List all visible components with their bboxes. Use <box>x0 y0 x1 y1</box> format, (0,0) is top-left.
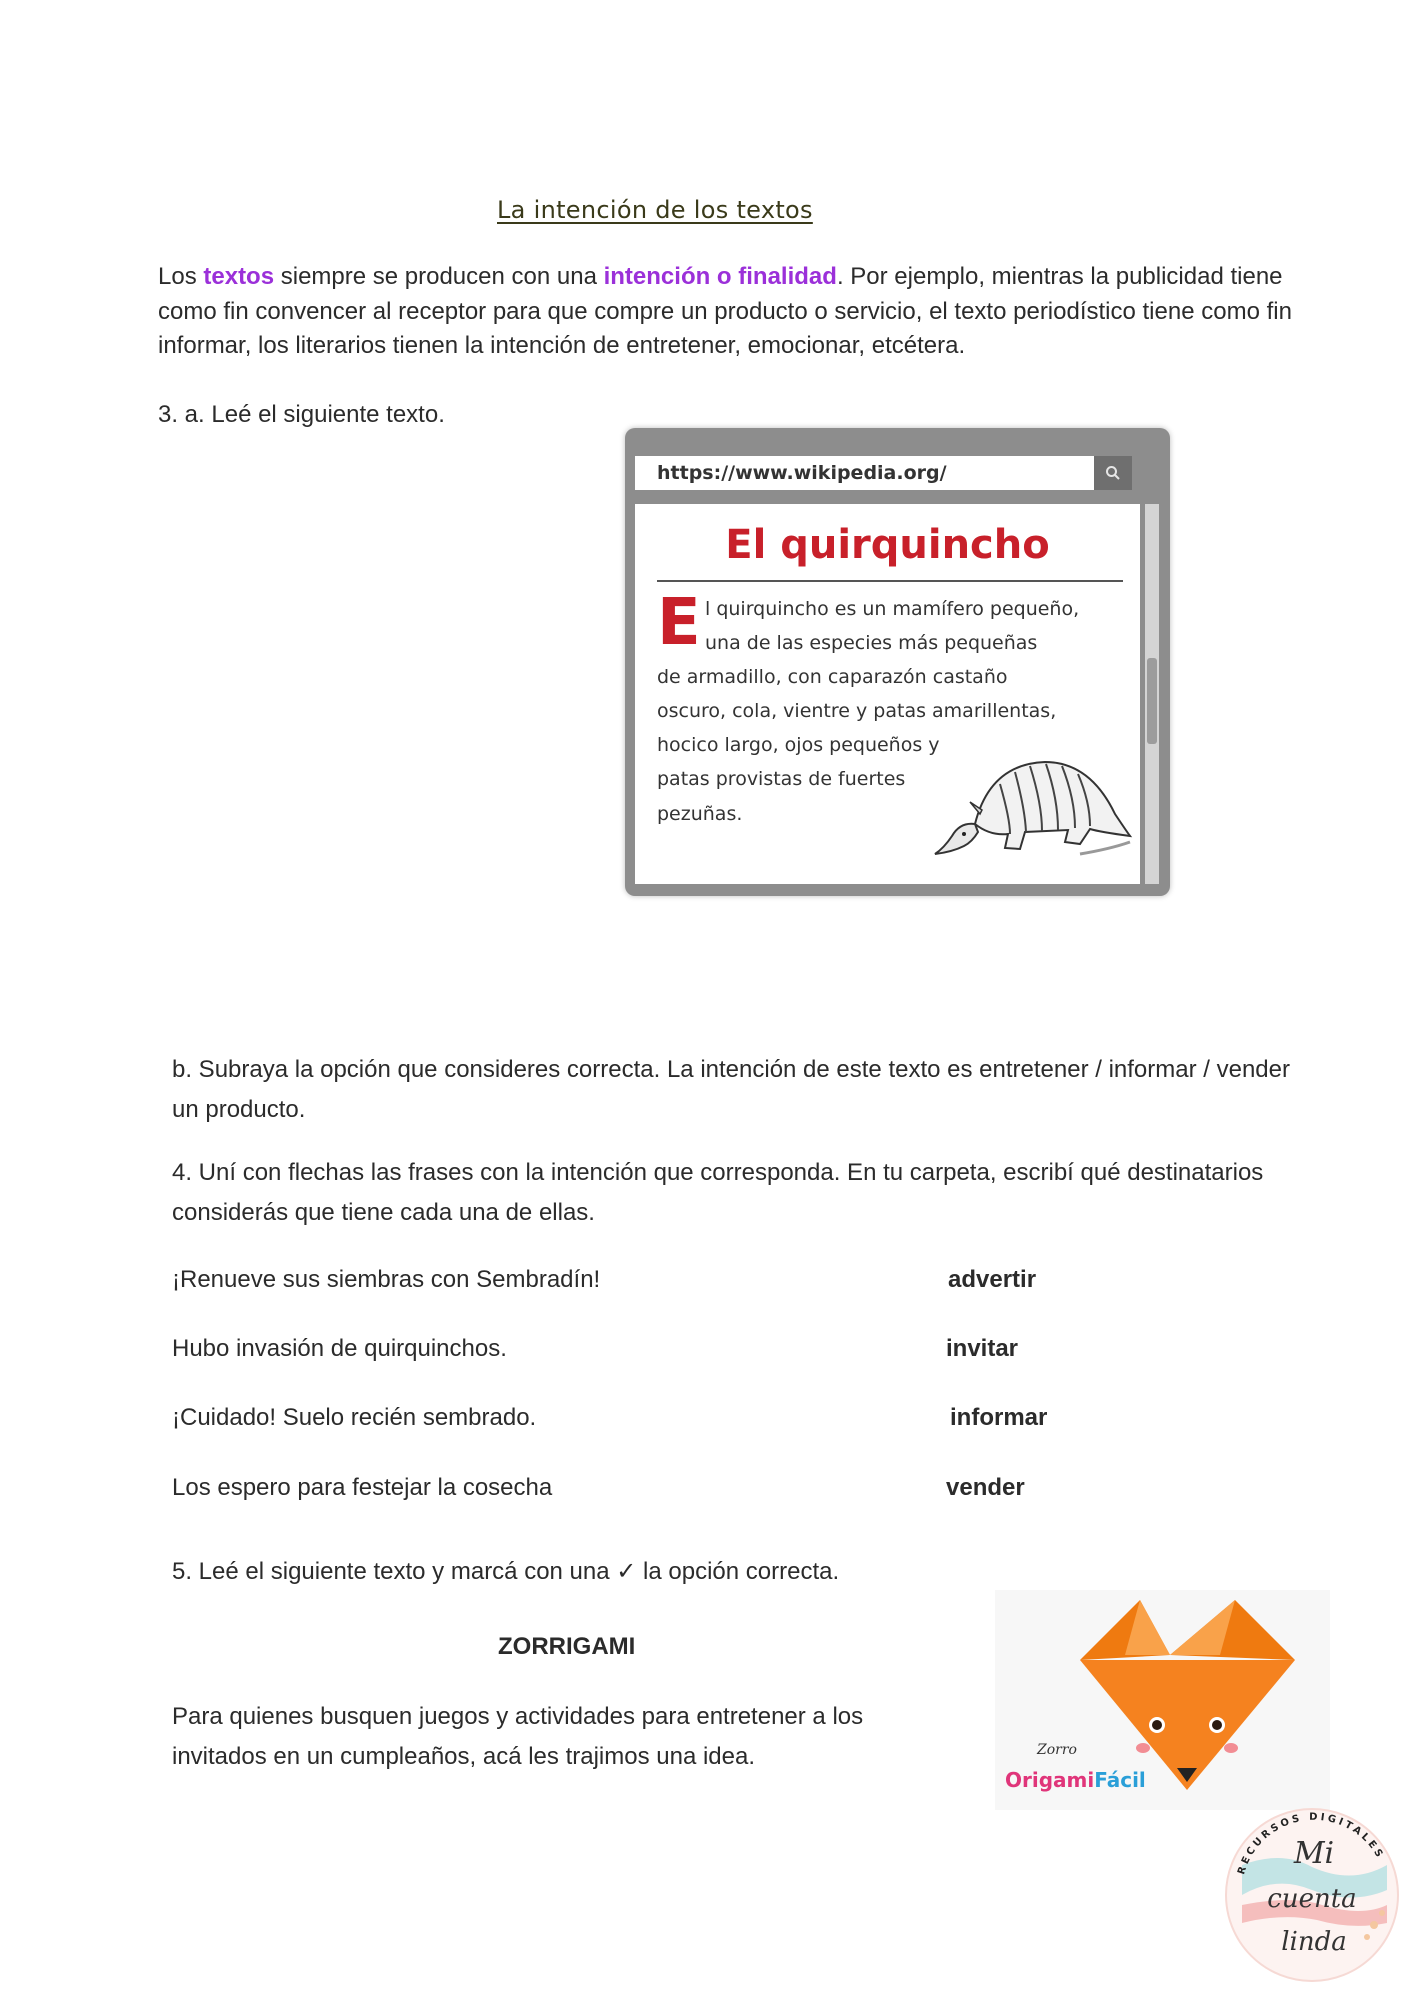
heading-rule <box>657 580 1123 582</box>
armadillo-icon <box>930 744 1135 869</box>
intro-text-1: Los <box>158 263 204 290</box>
brand-part-a: Origami <box>1005 1768 1095 1792</box>
badge-line-3: linda <box>1281 1927 1347 1957</box>
page-title: La intención de los textos <box>497 196 813 224</box>
mi-cuenta-linda-logo <box>1222 1805 1402 1985</box>
article-line: oscuro, cola, vientre y patas amarillentas, <box>657 700 1057 722</box>
question-5: 5. Leé el siguiente texto y marcá con una ✓ la opción correcta. <box>172 1558 840 1585</box>
question-4: 4. Uní con flechas las frases con la intención que corresponda. En tu carpeta, escribí qué destinatarios considerás que tiene cada una de ellas. <box>172 1159 1264 1226</box>
article-line: una de las especies más pequeñas <box>705 632 1038 654</box>
zorrigami-body: Para quienes busquen juegos y actividades para entretener a los invitados en un cumpleaños, acá les trajimos una idea. <box>172 1703 864 1770</box>
intro-highlight-intencion: intención o finalidad <box>603 263 837 290</box>
article-line: l quirquincho es un mamífero pequeño, <box>705 598 1080 620</box>
origamifacil-logo <box>1005 1768 1146 1792</box>
url-bar: https://www.wikipedia.org/ <box>635 456 1111 490</box>
question-3a: 3. a. Leé el siguiente texto. <box>158 401 445 428</box>
phrase-item: Hubo invasión de quirquinchos. <box>172 1335 507 1362</box>
intro-text-3: . Por ejemplo, mientras la publicidad tiene como fin convencer al receptor para que compre un producto o servicio, el texto periodístico tiene como fin informar, los literarios tienen la intención de entretener, emocionar, etcétera. <box>158 263 1292 359</box>
intention-item: invitar <box>946 1335 1019 1362</box>
badge-ring-text: RECURSOS DIGITALES <box>1236 1811 1386 1876</box>
question-3b: b. Subraya la opción que consideres correcta. La intención de este texto es entretener / informar / vender un producto. <box>172 1056 1290 1123</box>
scrollbar-thumb <box>1147 658 1157 744</box>
article-line: pezuñas. <box>657 803 743 825</box>
phrase-item: ¡Cuidado! Suelo recién sembrado. <box>172 1404 537 1431</box>
intro-text-2: siempre se producen con una <box>274 263 604 290</box>
fox-caption: Zorro <box>1037 1742 1077 1758</box>
zorrigami-heading: ZORRIGAMI <box>498 1633 636 1660</box>
badge-line-2: cuenta <box>1267 1884 1357 1914</box>
intention-item: advertir <box>948 1266 1037 1293</box>
intro-highlight-textos: textos <box>203 263 275 290</box>
browser-card <box>625 428 1170 896</box>
intention-item: vender <box>946 1474 1025 1501</box>
badge-line-1: Mi <box>1293 1836 1335 1871</box>
drop-cap: E <box>657 586 701 660</box>
article-page <box>635 504 1140 884</box>
brand-part-b: Fácil <box>1094 1768 1146 1792</box>
article-line: patas provistas de fuertes <box>657 768 906 790</box>
intro-paragraph <box>158 260 1298 364</box>
intention-item: informar <box>950 1404 1048 1431</box>
phrase-item: Los espero para festejar la cosecha <box>172 1474 553 1501</box>
search-icon <box>1094 456 1132 490</box>
article-line: de armadillo, con caparazón castaño <box>657 666 1008 688</box>
article-heading: El quirquincho <box>725 522 1050 568</box>
article-line: hocico largo, ojos pequeños y <box>657 734 940 756</box>
phrase-item: ¡Renueve sus siembras con Sembradín! <box>172 1266 601 1293</box>
